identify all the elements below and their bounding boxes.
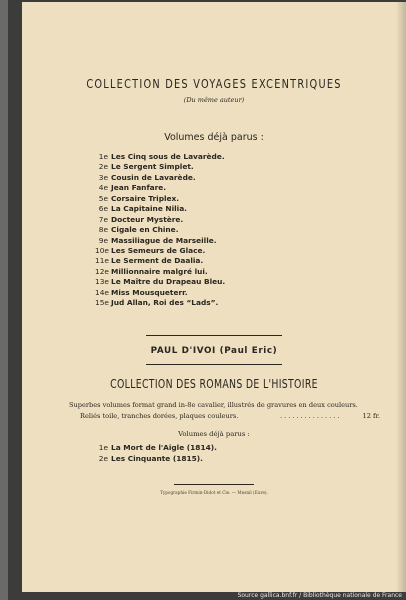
item-title: La Capitaine Nilia. (111, 204, 187, 214)
item-number: 11e (95, 256, 109, 266)
list-item (95, 256, 225, 266)
source-credit: Source gallica.bnf.fr / Bibliothèque nationale de France (237, 592, 402, 599)
item-number: 14e (95, 287, 109, 297)
item-number: 4e (98, 183, 108, 193)
item-number: 1e (98, 443, 108, 452)
scan-background (8, 0, 406, 600)
item-number: 9e (98, 235, 108, 245)
item-title: Corsaire Triplex. (111, 193, 180, 203)
item-number: 8e (98, 225, 108, 235)
item-title: Miss Mousqueterr. (111, 287, 188, 297)
voyages-volume-list (95, 152, 225, 309)
item-title: Millionnaire malgré lui. (111, 266, 208, 276)
collection-voyages-title: COLLECTION DES VOYAGES EXCENTRIQUES (86, 76, 342, 91)
item-number: 7e (98, 214, 108, 224)
collection-romans-binding (80, 412, 380, 420)
volumes-heading: Volumes déjà parus : (164, 132, 264, 143)
leader-dots: ............... (280, 412, 342, 420)
item-number: 5e (98, 193, 108, 203)
list-item (95, 288, 225, 298)
list-item (95, 225, 225, 235)
item-number: 13e (95, 277, 109, 287)
item-number: 6e (98, 204, 108, 214)
list-item (95, 298, 225, 308)
item-number: 2e (98, 162, 108, 172)
item-title: Le Maître du Drapeau Bleu. (111, 277, 226, 287)
volumes-heading-romans: Volumes déjà parus : (178, 430, 250, 438)
item-title: Les Semeurs de Glace. (111, 245, 206, 255)
list-item (95, 236, 225, 246)
item-title: Les Cinq sous de Lavarède. (111, 152, 225, 161)
item-number: 3e (98, 172, 108, 182)
author-name: PAUL D'IVOI (Paul Eric) (150, 346, 278, 356)
collection-romans-description: Superbes volumes format grand in-8e cavalier, illustrés de gravures en deux couleurs. (69, 401, 358, 409)
price: 12 fr. (362, 412, 380, 420)
collection-voyages-subtitle: (Du même auteur) (183, 96, 245, 104)
divider-rule (146, 364, 282, 365)
list-item (95, 183, 225, 193)
divider-rule (146, 335, 282, 336)
item-title: Les Cinquante (1815). (111, 453, 203, 463)
printer-imprint: Typographie Firmin-Didot et Cie. — Mesnil (Eure). (160, 490, 268, 495)
romans-volume-list (95, 443, 217, 464)
item-number: 10e (95, 245, 109, 255)
item-title: Jud Allan, Roi des “Lads”. (111, 298, 219, 308)
list-item (95, 277, 225, 287)
item-title: Docteur Mystère. (111, 214, 184, 224)
item-title: Cousin de Lavarède. (111, 172, 196, 182)
list-item (95, 443, 217, 454)
list-item (95, 194, 225, 204)
list-item (95, 173, 225, 183)
item-title: Le Serment de Daalia. (111, 256, 204, 266)
list-item (95, 162, 225, 172)
item-title: Massiliague de Marseille. (111, 235, 217, 245)
item-title: Le Sergent Simplet. (111, 162, 194, 172)
binding-text: Reliés toile, tranches dorées, plaques couleurs. (80, 412, 239, 420)
list-item (95, 267, 225, 277)
item-number: 12e (95, 266, 109, 276)
list-item (95, 152, 225, 162)
list-item (95, 454, 217, 465)
item-title: Jean Fanfare. (111, 183, 167, 193)
item-title: Cigale en Chine. (111, 225, 179, 235)
book-page (22, 2, 406, 592)
list-item (95, 246, 225, 256)
item-number: 15e (95, 298, 109, 308)
collection-romans-title: COLLECTION DES ROMANS DE L'HISTOIRE (110, 377, 318, 391)
item-number: 2e (98, 453, 108, 463)
list-item (95, 204, 225, 214)
divider-rule (174, 484, 254, 485)
list-item (95, 215, 225, 225)
item-title: La Mort de l'Aigle (1814). (111, 443, 217, 452)
item-number: 1e (98, 152, 108, 161)
